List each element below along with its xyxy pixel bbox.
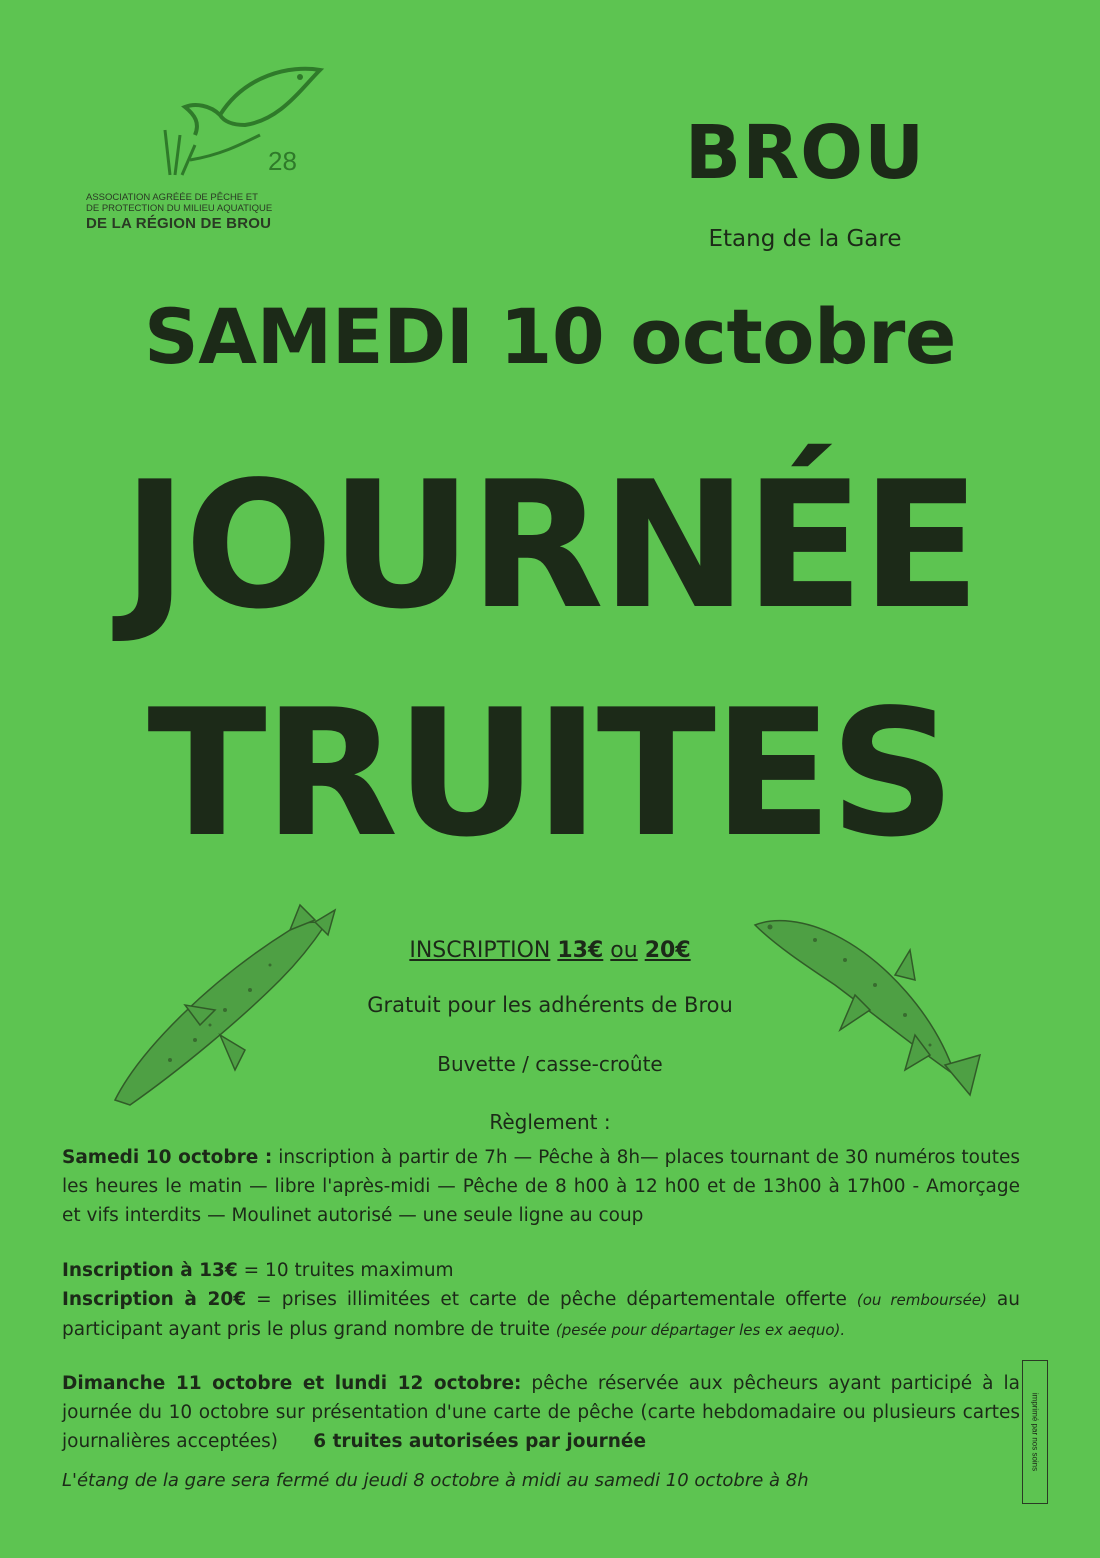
rule-1-heading: Samedi 10 octobre : [62,1147,273,1168]
rule-paragraph-2 [62,1256,1020,1345]
town-title: BROU [684,110,926,196]
association-line-1: ASSOCIATION AGRÉÉE DE PÊCHE ET [86,192,258,203]
rule-2a-heading: Inscription à 13€ [62,1260,238,1281]
rule-2b-text: = prises illimitées et carte de pêche départementale offerte [246,1289,857,1310]
rule-1-text: inscription à partir de 7h — Pêche à 8h— places tournant de 30 numéros toutes les heures le matin — libre l'après-midi — Pêche de 8 h00 à 12 h00 et de 13h00 à 17h00 - Amorçage et vifs interdits — Moulinet autorisé — une seule ligne au coup [62,1147,1020,1226]
rule-paragraph-1 [62,1143,1020,1230]
free-note: Gratuit pour les adhérents de Brou [367,993,733,1017]
rule-2a-text: = 10 truites maximum [237,1260,454,1281]
logo-number: 28 [268,146,297,176]
rule-3-text: pêche réservée aux pêcheurs ayant participé à la journée du 10 octobre sur présentation d'une carte de pêche (carte hebdomadaire ou plusieurs cartes journalières acceptées) [62,1373,1020,1452]
rule-2b-italic: (ou remboursée) [856,1291,987,1309]
rule-paragraph-3 [62,1369,1020,1456]
event-date: SAMEDI 10 octobre [144,292,956,381]
association-line-2: DE PROTECTION DU MILIEU AQUATIQUE [86,203,273,214]
inscription-line [300,938,800,963]
rule-2b-heading: Inscription à 20€ [62,1289,247,1310]
inscription-or: ou [610,938,638,963]
inscription-price-1: 13€ [557,938,604,963]
closure-note: L'étang de la gare sera fermé du jeudi 8 octobre à midi au samedi 10 octobre à 8h [62,1470,809,1491]
place-subtitle: Etang de la Gare [708,226,902,252]
buvette-note: Buvette / casse-croûte [437,1052,663,1076]
reglement-title: Règlement : [489,1110,611,1134]
inscription-label: INSCRIPTION [409,938,551,963]
inscription-price-2: 20€ [644,938,691,963]
association-line-3: DE LA RÉGION DE BROU [86,215,272,232]
rule-3-heading: Dimanche 11 octobre et lundi 12 octobre: [62,1373,522,1394]
rule-2c-italic: (pesée pour départager les ex aequo). [555,1321,846,1339]
title-line-1: JOURNÉE [122,445,978,648]
printed-by-note [1022,1360,1048,1504]
fish-reed-logo-icon [150,45,330,185]
title-line-2: TRUITES [147,673,953,876]
rule-3-limit: 6 truites autorisées par journée [313,1431,647,1452]
rule-2c-text: au participant ayant pris le plus grand nombre de truite [62,1289,1020,1340]
printed-by-text: imprimé par nos soins [1030,1392,1040,1472]
association-name [86,192,326,233]
